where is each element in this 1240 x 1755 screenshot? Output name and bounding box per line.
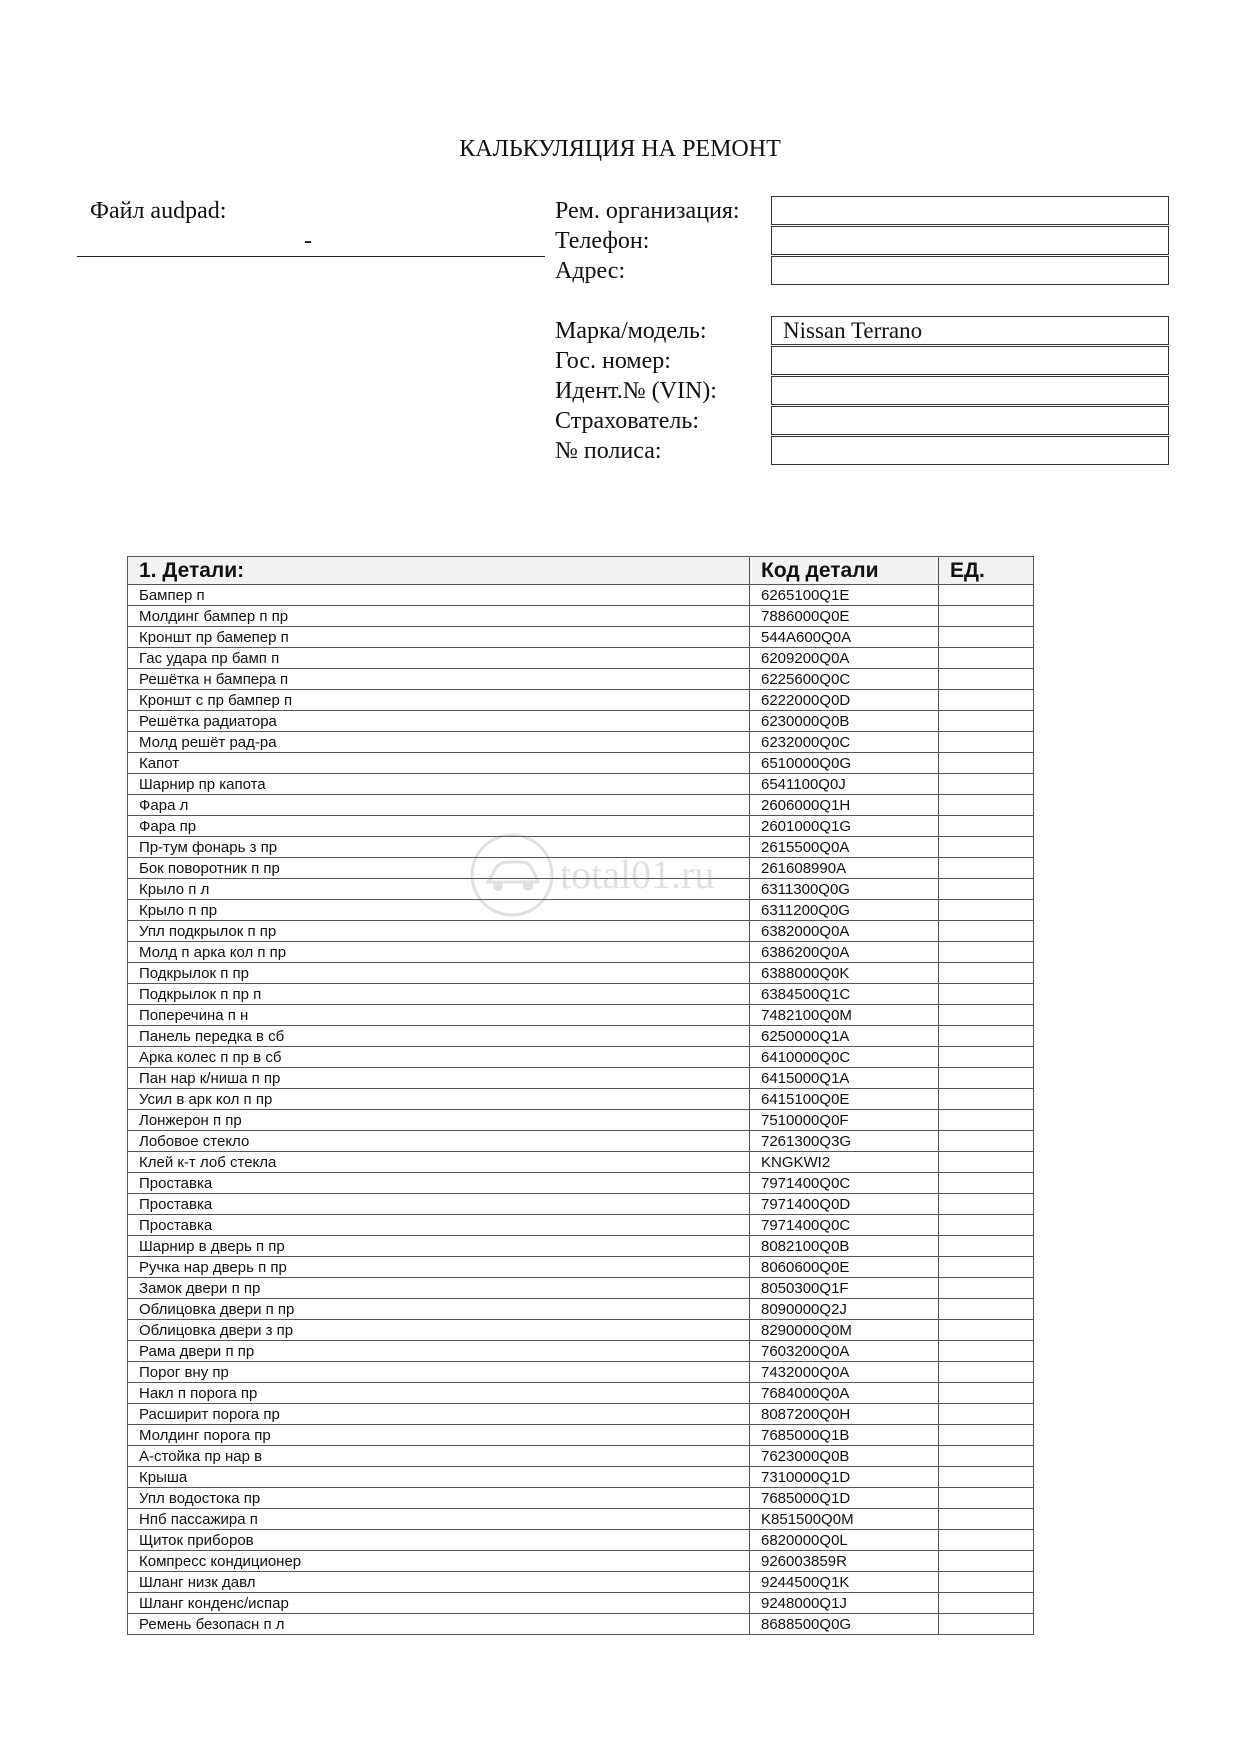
part-name-cell: Шланг низк давл [128,1572,750,1593]
table-row [128,1215,1034,1236]
part-name-cell: Фара пр [128,816,750,837]
table-row [128,606,1034,627]
header-parts: 1. Детали: [128,557,750,585]
part-code-cell: 9244500Q1K [750,1572,939,1593]
part-unit-cell [939,921,1034,942]
part-code-cell: 7886000Q0E [750,606,939,627]
part-unit-cell [939,1467,1034,1488]
part-unit-cell [939,795,1034,816]
part-name-cell: Крыша [128,1467,750,1488]
part-code-cell: 7432000Q0A [750,1362,939,1383]
part-unit-cell [939,1047,1034,1068]
table-row [128,1236,1034,1257]
make-model-label: Марка/модель: [555,318,707,344]
table-row [128,837,1034,858]
part-name-cell: Капот [128,753,750,774]
part-name-cell: Крыло п л [128,879,750,900]
part-name-cell: Шарнир в дверь п пр [128,1236,750,1257]
table-row [128,1404,1034,1425]
repair-org-label: Рем. организация: [555,198,740,224]
part-code-cell: 8082100Q0B [750,1236,939,1257]
table-row [128,1110,1034,1131]
part-unit-cell [939,1005,1034,1026]
part-code-cell: 7971400Q0C [750,1173,939,1194]
part-unit-cell [939,648,1034,669]
watermark-text: total01.ru [560,852,715,897]
part-unit-cell [939,732,1034,753]
part-name-cell: Гас удара пр бамп п [128,648,750,669]
part-code-cell: 2615500Q0A [750,837,939,858]
table-row [128,585,1034,606]
insured-label: Страхователь: [555,408,699,434]
table-row [128,795,1034,816]
part-name-cell: Шланг конденс/испар [128,1593,750,1614]
table-row [128,1488,1034,1509]
part-name-cell: Шарнир пр капота [128,774,750,795]
part-code-cell: 6510000Q0G [750,753,939,774]
table-row [128,1362,1034,1383]
part-unit-cell [939,816,1034,837]
part-code-cell: 7685000Q1D [750,1488,939,1509]
file-underline [77,256,545,257]
part-name-cell: Кроншт пр бамепер п [128,627,750,648]
table-row [128,879,1034,900]
part-unit-cell [939,627,1034,648]
part-code-cell: KNGKWI2 [750,1152,939,1173]
table-row [128,1530,1034,1551]
phone-label: Телефон: [555,228,650,254]
table-row [128,984,1034,1005]
parts-table-body [128,585,1034,1635]
plate-number-label: Гос. номер: [555,348,671,374]
part-unit-cell [939,774,1034,795]
part-unit-cell [939,1215,1034,1236]
address-label: Адрес: [555,258,626,284]
table-row [128,1614,1034,1635]
table-row [128,1383,1034,1404]
make-model-field: Nissan Terrano [771,316,1169,345]
parts-table [127,556,1034,1635]
table-row [128,942,1034,963]
file-value: - [304,228,312,254]
part-name-cell: Фара л [128,795,750,816]
part-name-cell: Компресс кондиционер [128,1551,750,1572]
part-name-cell: Молдинг порога пр [128,1425,750,1446]
part-unit-cell [939,1341,1034,1362]
insured-field [771,406,1169,435]
part-name-cell: Бок поворотник п пр [128,858,750,879]
table-row [128,669,1034,690]
part-code-cell: 6415100Q0E [750,1089,939,1110]
part-code-cell: 6225600Q0C [750,669,939,690]
part-code-cell: 2606000Q1H [750,795,939,816]
part-unit-cell [939,1383,1034,1404]
part-name-cell: Бампер п [128,585,750,606]
part-unit-cell [939,1026,1034,1047]
part-code-cell: 6222000Q0D [750,690,939,711]
part-code-cell: 8688500Q0G [750,1614,939,1635]
part-code-cell: 8087200Q0H [750,1404,939,1425]
table-row [128,1257,1034,1278]
table-row [128,1194,1034,1215]
table-row [128,1278,1034,1299]
part-name-cell: Проставка [128,1194,750,1215]
part-code-cell: 6311300Q0G [750,879,939,900]
part-unit-cell [939,879,1034,900]
part-unit-cell [939,1194,1034,1215]
table-row [128,690,1034,711]
part-name-cell: Расширит порога пр [128,1404,750,1425]
table-row [128,1467,1034,1488]
table-row [128,1572,1034,1593]
part-code-cell: 7510000Q0F [750,1110,939,1131]
part-unit-cell [939,1320,1034,1341]
part-unit-cell [939,711,1034,732]
part-name-cell: Ручка нар дверь п пр [128,1257,750,1278]
part-code-cell: 7684000Q0A [750,1383,939,1404]
table-row [128,1131,1034,1152]
part-unit-cell [939,1446,1034,1467]
part-code-cell: 8090000Q2J [750,1299,939,1320]
part-code-cell: 6230000Q0B [750,711,939,732]
table-row [128,1551,1034,1572]
part-code-cell: 6209200Q0A [750,648,939,669]
part-unit-cell [939,1614,1034,1635]
part-code-cell: 6410000Q0C [750,1047,939,1068]
table-row [128,1509,1034,1530]
part-name-cell: Панель передка в сб [128,1026,750,1047]
part-unit-cell [939,1593,1034,1614]
repair-org-field [771,196,1169,225]
policy-number-field [771,436,1169,465]
file-label: Файл audpad: [90,198,227,224]
part-code-cell: 6820000Q0L [750,1530,939,1551]
part-name-cell: Упл водостока пр [128,1488,750,1509]
part-unit-cell [939,1110,1034,1131]
part-code-cell: 6541100Q0J [750,774,939,795]
table-row [128,963,1034,984]
part-unit-cell [939,585,1034,606]
table-row [128,1068,1034,1089]
table-row [128,774,1034,795]
part-unit-cell [939,1551,1034,1572]
part-unit-cell [939,1425,1034,1446]
part-unit-cell [939,1572,1034,1593]
part-name-cell: Подкрылок п пр п [128,984,750,1005]
part-code-cell: 9248000Q1J [750,1593,939,1614]
part-name-cell: Поперечина п н [128,1005,750,1026]
table-row [128,900,1034,921]
part-unit-cell [939,858,1034,879]
table-row [128,1005,1034,1026]
part-unit-cell [939,690,1034,711]
part-unit-cell [939,984,1034,1005]
part-unit-cell [939,1089,1034,1110]
part-code-cell: 7971400Q0D [750,1194,939,1215]
part-code-cell: 7261300Q3G [750,1131,939,1152]
table-row [128,1047,1034,1068]
part-unit-cell [939,900,1034,921]
header-unit: ЕД. [939,557,1034,585]
part-unit-cell [939,1404,1034,1425]
part-unit-cell [939,1131,1034,1152]
part-code-cell: 6384500Q1C [750,984,939,1005]
table-row [128,921,1034,942]
part-name-cell: Ремень безопасн п л [128,1614,750,1635]
part-code-cell: 6415000Q1A [750,1068,939,1089]
part-name-cell: Пан нар к/ниша п пр [128,1068,750,1089]
part-unit-cell [939,1236,1034,1257]
part-name-cell: Проставка [128,1173,750,1194]
part-unit-cell [939,942,1034,963]
part-code-cell: 6388000Q0K [750,963,939,984]
table-row [128,1299,1034,1320]
table-row [128,1173,1034,1194]
part-unit-cell [939,606,1034,627]
part-name-cell: Подкрылок п пр [128,963,750,984]
part-unit-cell [939,1509,1034,1530]
policy-number-label: № полиса: [555,438,662,464]
vin-label: Идент.№ (VIN): [555,378,717,404]
part-name-cell: А-стойка пр нар в [128,1446,750,1467]
part-code-cell: 7623000Q0B [750,1446,939,1467]
header-part-code: Код детали [750,557,939,585]
part-name-cell: Арка колес п пр в сб [128,1047,750,1068]
part-code-cell: 7310000Q1D [750,1467,939,1488]
part-unit-cell [939,669,1034,690]
table-row [128,732,1034,753]
part-name-cell: Молд п арка кол п пр [128,942,750,963]
table-row [128,711,1034,732]
table-row [128,1089,1034,1110]
part-unit-cell [939,963,1034,984]
part-code-cell: 6382000Q0A [750,921,939,942]
table-header-row [128,557,1034,585]
part-name-cell: Клей к-т лоб стекла [128,1152,750,1173]
part-code-cell: 8290000Q0M [750,1320,939,1341]
part-unit-cell [939,1278,1034,1299]
part-name-cell: Кроншт с пр бампер п [128,690,750,711]
part-unit-cell [939,1173,1034,1194]
table-row [128,753,1034,774]
part-code-cell: 2601000Q1G [750,816,939,837]
table-row [128,1425,1034,1446]
part-name-cell: Решётка н бампера п [128,669,750,690]
table-row [128,1446,1034,1467]
part-unit-cell [939,837,1034,858]
part-name-cell: Лонжерон п пр [128,1110,750,1131]
table-row [128,1026,1034,1047]
part-unit-cell [939,1068,1034,1089]
part-name-cell: Проставка [128,1215,750,1236]
part-code-cell: 6250000Q1A [750,1026,939,1047]
part-code-cell: 6265100Q1E [750,585,939,606]
part-name-cell: Решётка радиатора [128,711,750,732]
table-row [128,1152,1034,1173]
part-name-cell: Облицовка двери п пр [128,1299,750,1320]
part-unit-cell [939,753,1034,774]
part-code-cell: 926003859R [750,1551,939,1572]
part-code-cell: 7603200Q0A [750,1341,939,1362]
part-name-cell: Нпб пассажира п [128,1509,750,1530]
part-unit-cell [939,1488,1034,1509]
part-name-cell: Молд решёт рад-ра [128,732,750,753]
part-code-cell: 544A600Q0A [750,627,939,648]
part-unit-cell [939,1152,1034,1173]
part-name-cell: Замок двери п пр [128,1278,750,1299]
part-name-cell: Щиток приборов [128,1530,750,1551]
table-row [128,858,1034,879]
part-code-cell: 6232000Q0C [750,732,939,753]
part-name-cell: Усил в арк кол п пр [128,1089,750,1110]
part-name-cell: Накл п порога пр [128,1383,750,1404]
part-name-cell: Облицовка двери з пр [128,1320,750,1341]
part-code-cell: 8050300Q1F [750,1278,939,1299]
part-unit-cell [939,1299,1034,1320]
table-row [128,1320,1034,1341]
phone-field [771,226,1169,255]
part-name-cell: Упл подкрылок п пр [128,921,750,942]
part-name-cell: Пр-тум фонарь з пр [128,837,750,858]
part-unit-cell [939,1257,1034,1278]
part-code-cell: 6311200Q0G [750,900,939,921]
table-row [128,1593,1034,1614]
part-code-cell: 8060600Q0E [750,1257,939,1278]
vin-field [771,376,1169,405]
part-name-cell: Лобовое стекло [128,1131,750,1152]
table-row [128,816,1034,837]
part-code-cell: 7971400Q0C [750,1215,939,1236]
part-name-cell: Порог вну пр [128,1362,750,1383]
part-code-cell: 261608990A [750,858,939,879]
part-code-cell: 6386200Q0A [750,942,939,963]
part-name-cell: Крыло п пр [128,900,750,921]
table-row [128,627,1034,648]
part-name-cell: Рама двери п пр [128,1341,750,1362]
table-row [128,1341,1034,1362]
part-code-cell: 7482100Q0M [750,1005,939,1026]
part-code-cell: 7685000Q1B [750,1425,939,1446]
plate-number-field [771,346,1169,375]
part-unit-cell [939,1530,1034,1551]
part-unit-cell [939,1362,1034,1383]
part-code-cell: K851500Q0M [750,1509,939,1530]
address-field [771,256,1169,285]
table-row [128,648,1034,669]
part-name-cell: Молдинг бампер п пр [128,606,750,627]
document-title: КАЛЬКУЛЯЦИЯ НА РЕМОНТ [459,136,781,162]
